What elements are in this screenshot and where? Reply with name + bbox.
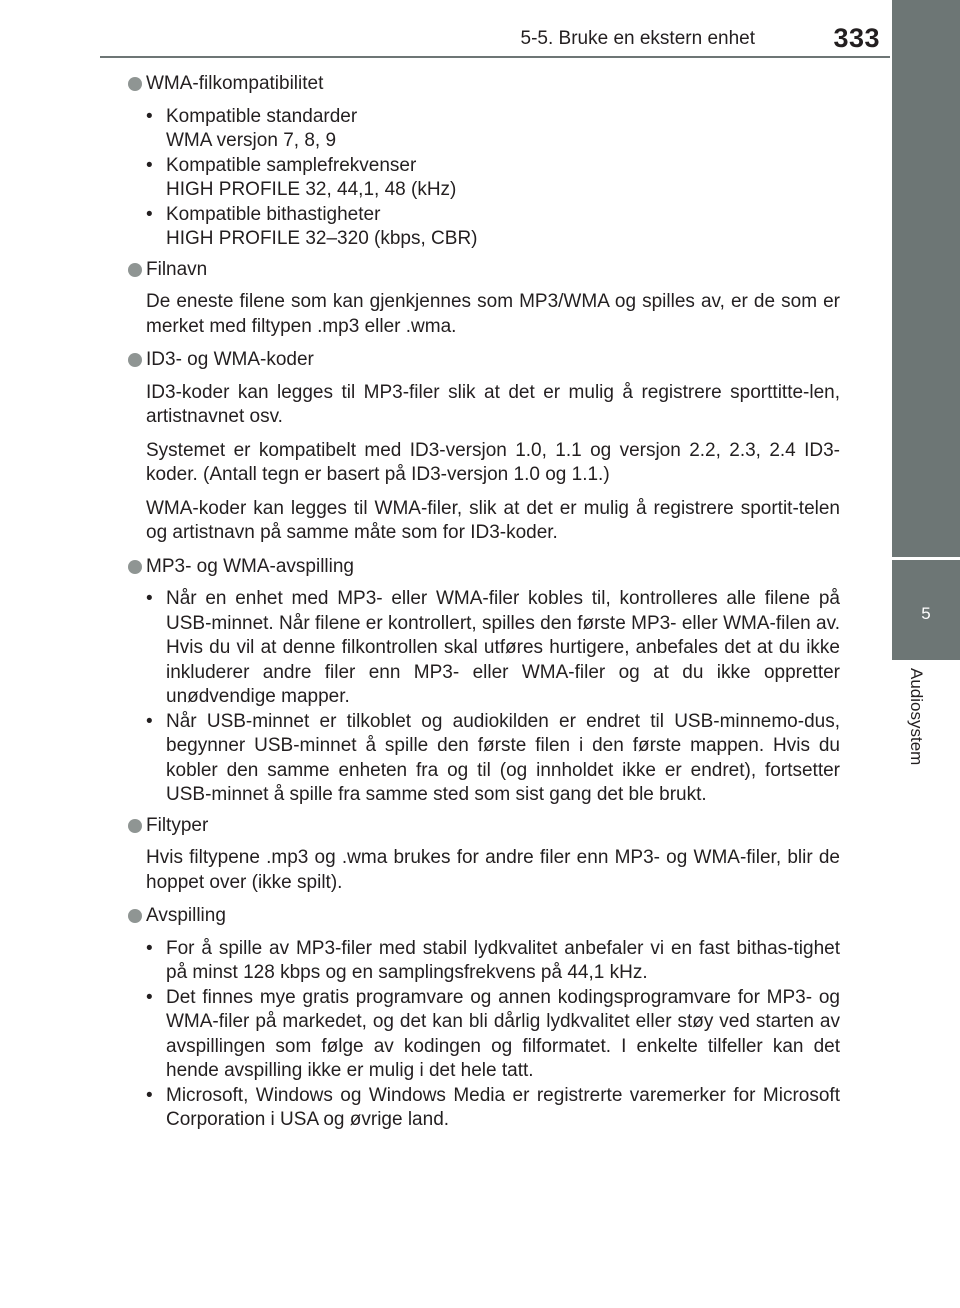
chapter-label: Audiosystem <box>907 668 926 766</box>
bullet-dot-icon <box>128 560 142 574</box>
section-title: 5-5. Bruke en ekstern enhet <box>520 28 755 49</box>
paragraph: De eneste filene som kan gjenkjennes som MP3/WMA og spilles av, er de som er merket med filtypen .mp3 eller .wma. <box>146 291 840 337</box>
bullet-list <box>146 937 840 1133</box>
main-content <box>128 66 840 1139</box>
page-header <box>100 18 890 58</box>
chapter-tab <box>892 560 960 660</box>
chapter-label-box <box>892 668 960 818</box>
header-rule <box>100 56 890 58</box>
paragraph: ID3-koder kan legges til MP3-filer slik at det er mulig å registrere sporttitte-len, artistnavnet osv. <box>146 381 840 427</box>
list-item: • Når USB-minnet er tilkoblet og audiokilden er endret til USB-minnemo-dus, begynner USB-minnet å spille den første filen i den første mappen. Hvis du kobler den samme enheten fra og til (og innholdet ikke er endret), fortsetter USB-minnet å spille fra samme sted som sist gang det ble brukt. <box>146 710 840 805</box>
section-heading: Filnavn <box>128 258 840 283</box>
section-heading: Avspilling <box>128 904 840 929</box>
list-item: • Når en enhet med MP3- eller WMA-filer kobles til, kontrolleres alle filene på USB-minnet. Når filene er kontrollert, spilles den første MP3- eller WMA-filen av. Hvis du vil at denne filkontrollen skal utføres hurtigere, anbefales det at du ikke inkluderer andre filer enn MP3- eller WMA-filer og at du ikke oppretter unødvendige mapper. <box>146 588 840 707</box>
list-item: • Det finnes mye gratis programvare og annen kodingsprogramvare for MP3- og WMA-filer på markedet, og det kan bli dårlig lydkvalitet eller støy ved starten av avspillingen som følge av kodingen og filformatet. I enkelte tilfeller kan det hende avspilling ikke er mulig i det hele tatt. <box>146 986 840 1081</box>
bullet-dot-icon <box>128 353 142 367</box>
bullet-dot-icon <box>128 819 142 833</box>
side-tab-bar <box>892 0 960 557</box>
chapter-number: 5 <box>921 604 931 623</box>
list-item: • For å spille av MP3-filer med stabil lydkvalitet anbefaler vi en fast bithas-tighet på minst 128 kbps og en samplingsfrekvens på 44,1 kHz. <box>146 937 840 983</box>
bullet-dot-icon <box>128 77 142 91</box>
list-item: • Kompatible standarder WMA versjon 7, 8, 9 <box>146 105 358 151</box>
bullet-dot-icon <box>128 909 142 923</box>
list-item: • Kompatible bithastigheter HIGH PROFILE 32–320 (kbps, CBR) <box>146 203 478 249</box>
paragraph: Systemet er kompatibelt med ID3-versjon 1.0, 1.1 og versjon 2.2, 2.3, 2.4 ID3-koder. (Antall tegn er basert på ID3-versjon 1.0 og 1.1.) <box>146 439 840 485</box>
section-heading: MP3- og WMA-avspilling <box>128 555 840 580</box>
bullet-list <box>146 587 840 808</box>
paragraph: Hvis filtypene .mp3 og .wma brukes for andre filer enn MP3- og WMA-filer, blir de hoppet over (ikke spilt). <box>146 847 840 893</box>
section-heading: Filtyper <box>128 814 840 839</box>
paragraph: WMA-koder kan legges til WMA-filer, slik at det er mulig å registrere sportit-telen og artistnavn på samme måte som for ID3-koder. <box>146 497 840 543</box>
list-item: • Kompatible samplefrekvenser HIGH PROFILE 32, 44,1, 48 (kHz) <box>146 154 457 200</box>
list-item: • Microsoft, Windows og Windows Media er registrerte varemerker for Microsoft Corporation i USA og øvrige land. <box>146 1084 840 1130</box>
section-heading: WMA-filkompatibilitet <box>128 72 840 97</box>
page-number: 333 <box>833 23 880 53</box>
section-heading: ID3- og WMA-koder <box>128 348 840 373</box>
bullet-list <box>146 105 840 252</box>
bullet-dot-icon <box>128 263 142 277</box>
